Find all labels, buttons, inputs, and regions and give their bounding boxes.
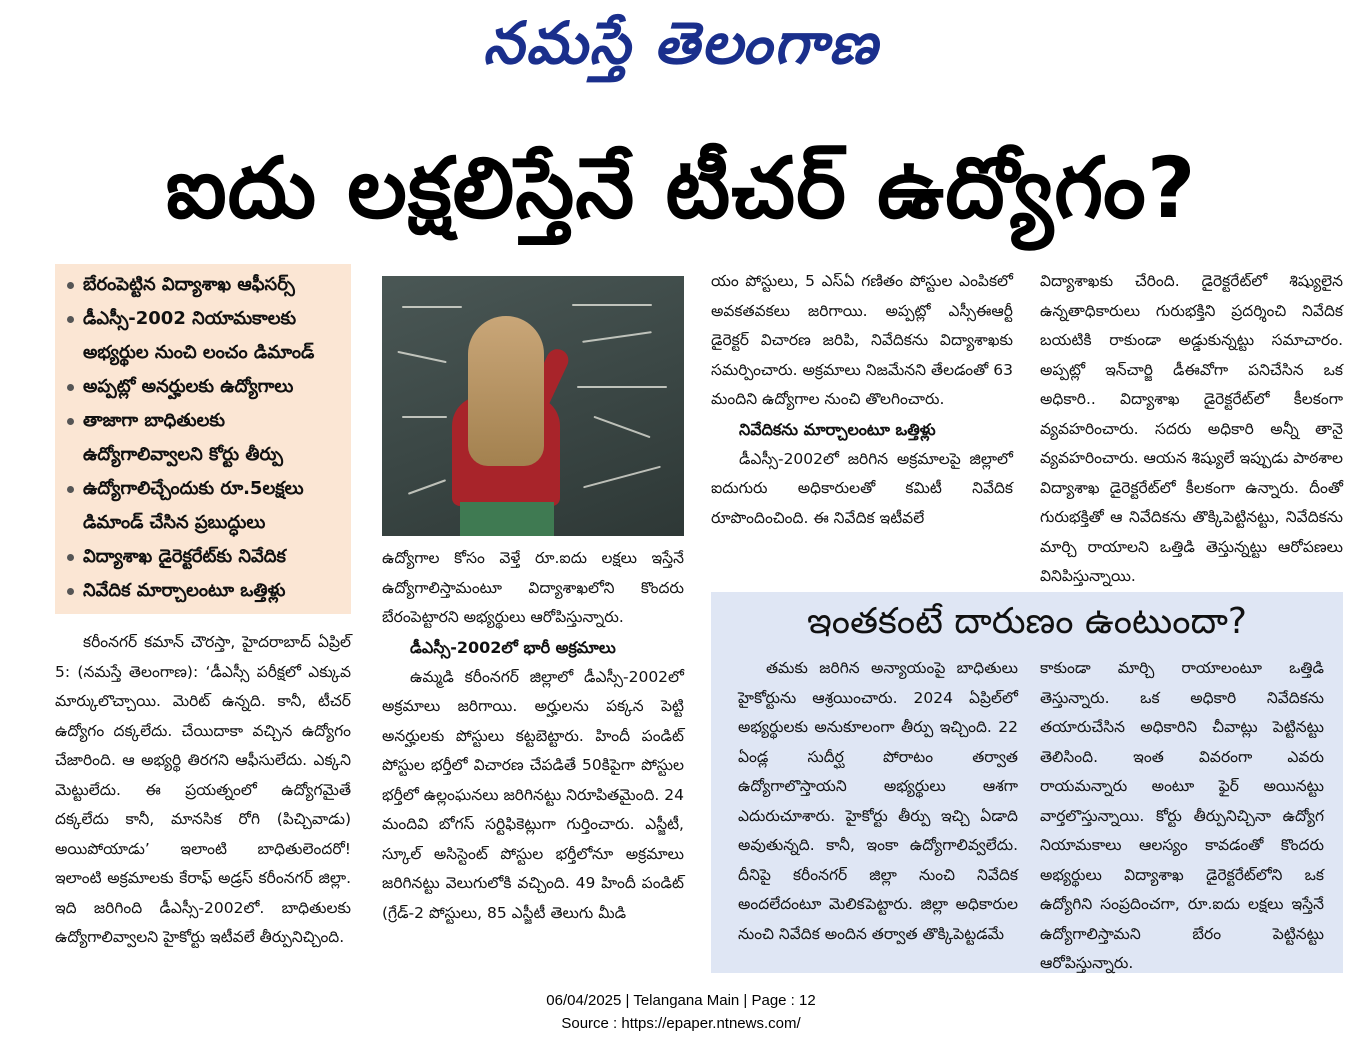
paragraph: కాకుండా మార్చి రాయాలంటూ ఒత్తిడి తెస్తున్నారు. ఒక అధికారి నివేదికను తయారుచేసిన అధికారిని చీవాట్లు పెట్టినట్టు తెలిసింది. ఇంత వివరంగా ఎవరు రాయమన్నారు అంటూ ఫైర్ అయినట్టు వార్తలొస్తున్నాయి. కోర్టు తీర్పునిచ్చినా ఉద్యోగ నియామకాలు ఆలస్యం కావడంతో కొందరు అభ్యర్థులు విద్యాశాఖ డైరెక్టరేట్‌లోని ఒక ఉద్యోగిని సంప్రదించగా, రూ.ఐదు లక్షలు ఇస్తేనే ఉద్యోగాలిస్తామని బేరం పెట్టినట్టు ఆరోపిస్తున్నారు. bbox=[1040, 659, 1324, 972]
highlight-item: ఉద్యోగాలిచ్చేందుకు రూ.5లక్షలు డిమాండ్ చేసిన ప్రబుద్ధులు bbox=[61, 472, 345, 540]
highlights-box bbox=[55, 264, 351, 614]
paragraph: ఉమ్మడి కరీంనగర్ జిల్లాలో డీఎస్సీ-2002లో అక్రమాలు జరిగాయి. అర్హులను పక్కన పెట్టి అనర్హులకు పోస్టులు కట్టబెట్టారు. హిందీ పండిట్ పోస్టుల భర్తీలో విచారణ చేపడితే 50కిపైగా పోస్టుల భర్తీలో ఉల్లంఘనలు జరిగినట్టు నిరూపితమైంది. 24 మందివి బోగస్ సర్టిఫికెట్లుగా గుర్తించారు. ఎస్జీటీ, స్కూల్ అసిస్టెంట్ పోస్టుల భర్తీలోనూ అక్రమాలు జరిగినట్టు వెలుగులోకి వచ్చింది. 49 హిందీ పండిట్ (గ్రేడ్-2 పోస్టులు, 85 ఎస్జీటీ తెలుగు మీడి bbox=[382, 667, 684, 922]
highlight-item: బేరంపెట్టిన విద్యాశాఖ ఆఫీసర్స్ bbox=[61, 268, 345, 302]
teacher-chalkboard-photo bbox=[382, 276, 684, 536]
footer-source: Source : https://epaper.ntnews.com/ bbox=[561, 1015, 801, 1032]
headline: ఐదు లక్షలిస్తేనే టీచర్ ఉద్యోగం? bbox=[165, 139, 1197, 237]
article-column-3 bbox=[711, 267, 1013, 533]
article-column-1 bbox=[55, 628, 351, 953]
sidebar-story-title: ఇంతకంటే దారుణం ఉంటుందా? bbox=[806, 601, 1248, 642]
footer-edition-info: 06/04/2025 | Telangana Main | Page : 12 bbox=[546, 992, 816, 1009]
paragraph: విద్యాశాఖకు చేరింది. డైరెక్టరేట్‌లో శిష్యులైన ఉన్నతాధికారులు గురుభక్తిని ప్రదర్శించి నివేదిక బయటికి రాకుండా అడ్డుకున్నట్టు సమాచారం. అప్పట్లో ఇన్‌చార్జి డీఈవోగా పనిచేసిన ఒక అధికారి.. విద్యాశాఖ డైరెక్టరేట్‌లో కీలకంగా వ్యవహరించారు. సదరు అధికారి అన్నీ తానై వ్యవహరించారు. ఆయన శిష్యులే ఇప్పుడు పాఠశాల విద్యాశాఖ డైరెక్టరేట్‌లో కీలకంగా ఉన్నారు. దీంతో గురుభక్తితో ఆ నివేదికను తొక్కిపెట్టినట్టు, నివేదికను మార్చి రాయాలని ఒత్తిడి తెస్తున్నట్టు ఆరోపణలు వినిపిస్తున్నాయి. bbox=[1040, 272, 1343, 585]
sidebar-column-left bbox=[738, 654, 1018, 949]
paragraph: డీఎస్సీ-2002లో జరిగిన అక్రమాలపై జిల్లాలో ఐదుగురు అధికారులతో కమిటీ నివేదిక రూపొందించింది. ఈ నివేదిక ఇటీవలే bbox=[711, 449, 1013, 527]
subheading-irregularities: డీఎస్సీ-2002లో భారీ అక్రమాలు bbox=[410, 637, 616, 657]
sidebar-column-right bbox=[1040, 654, 1324, 979]
highlight-item: విద్యాశాఖ డైరెక్టరేట్‌కు నివేదిక bbox=[61, 540, 345, 574]
dateline-paragraph: కరీంనగర్ కమాన్ చౌరస్తా, హైదరాబాద్ ఏప్రిల్ 5: (నమస్తే తెలంగాణ): ‘డీఎస్సీ పరీక్షలో ఎక్కువ మార్కులొచ్చాయి. మెరిట్ ఉన్నది. కానీ, టీచర్ ఉద్యోగం దక్కలేదు. చేయిదాకా వచ్చిన ఉద్యోగం చేజారింది. ఆ అభ్యర్థి తిరగని ఆఫీసులేదు. ఎక్కని మెట్టులేదు. ఈ ప్రయత్నంలో ఉద్యోగమైతే దక్కలేదు కానీ, మానసిక రోగి (పిచ్చివాడు) అయిపోయాడు’ ఇలాంటి బాధితులెందరో! ఇలాంటి అక్రమాలకు కేరాఫ్ అడ్రస్ కరీంనగర్ జిల్లా. ఇది జరిగింది డీఎస్సీ-2002లో. బాధితులకు ఉద్యోగాలివ్వాలని హైకోర్టు ఇటీవలే తీర్పునిచ్చింది. bbox=[55, 633, 351, 946]
highlight-item: అప్పట్లో అనర్హులకు ఉద్యోగాలు bbox=[61, 370, 345, 404]
photo-caption: ఉద్యోగాల కోసం వెళ్తే రూ.ఐదు లక్షలు ఇస్తేనే ఉద్యోగాలిస్తామంటూ విద్యాశాఖలోని కొందరు బేరంపెట్టారని అభ్యర్థులు ఆరోపిస్తున్నారు. bbox=[382, 549, 684, 626]
highlight-item: డీఎస్సీ-2002 నియామకాలకు అభ్యర్థుల నుంచి లంచం డిమాండ్ bbox=[61, 302, 345, 370]
subheading-pressure: నివేదికను మార్చాలంటూ ఒత్తిళ్లు bbox=[739, 419, 936, 439]
article-column-4 bbox=[1040, 267, 1343, 592]
highlight-item: తాజాగా బాధితులకు ఉద్యోగాలివ్వాలని కోర్టు తీర్పు bbox=[61, 404, 345, 472]
article-column-2 bbox=[382, 544, 684, 928]
newspaper-masthead: నమస్తే తెలంగాణ bbox=[483, 9, 879, 77]
highlight-item: నివేదిక మార్చాలంటూ ఒత్తిళ్లు bbox=[61, 574, 345, 608]
paragraph: తమకు జరిగిన అన్యాయంపై బాధితులు హైకోర్టును ఆశ్రయించారు. 2024 ఏప్రిల్‌లో అభ్యర్థులకు అనుకూలంగా తీర్పు ఇచ్చింది. 22 ఏండ్ల సుదీర్ఘ పోరాటం తర్వాత ఉద్యోగాలొస్తాయని అభ్యర్థులు ఆశగా ఎదురుచూశారు. హైకోర్టు తీర్పు ఇచ్చి ఏడాది అవుతున్నది. కానీ, ఇంకా ఉద్యోగాలివ్వలేదు. దీనిపై కరీంనగర్ జిల్లా నుంచి నివేదిక అందలేదంటూ మెలికపెట్టారు. జిల్లా అధికారుల నుంచి నివేదిక అందిన తర్వాత తొక్కిపెట్టడమే bbox=[738, 659, 1018, 943]
paragraph: యం పోస్టులు, 5 ఎస్ఏ గణితం పోస్టుల ఎంపికలో అవకతవకలు జరిగాయి. అప్పట్లో ఎస్సీఈఆర్టీ డైరెక్టర్ విచారణ జరిపి, నివేదికను విద్యాశాఖకు సమర్పించారు. అక్రమాలు నిజమేనని తేలడంతో 63 మందిని ఉద్యోగాల నుంచి తొలగించారు. bbox=[711, 272, 1013, 408]
